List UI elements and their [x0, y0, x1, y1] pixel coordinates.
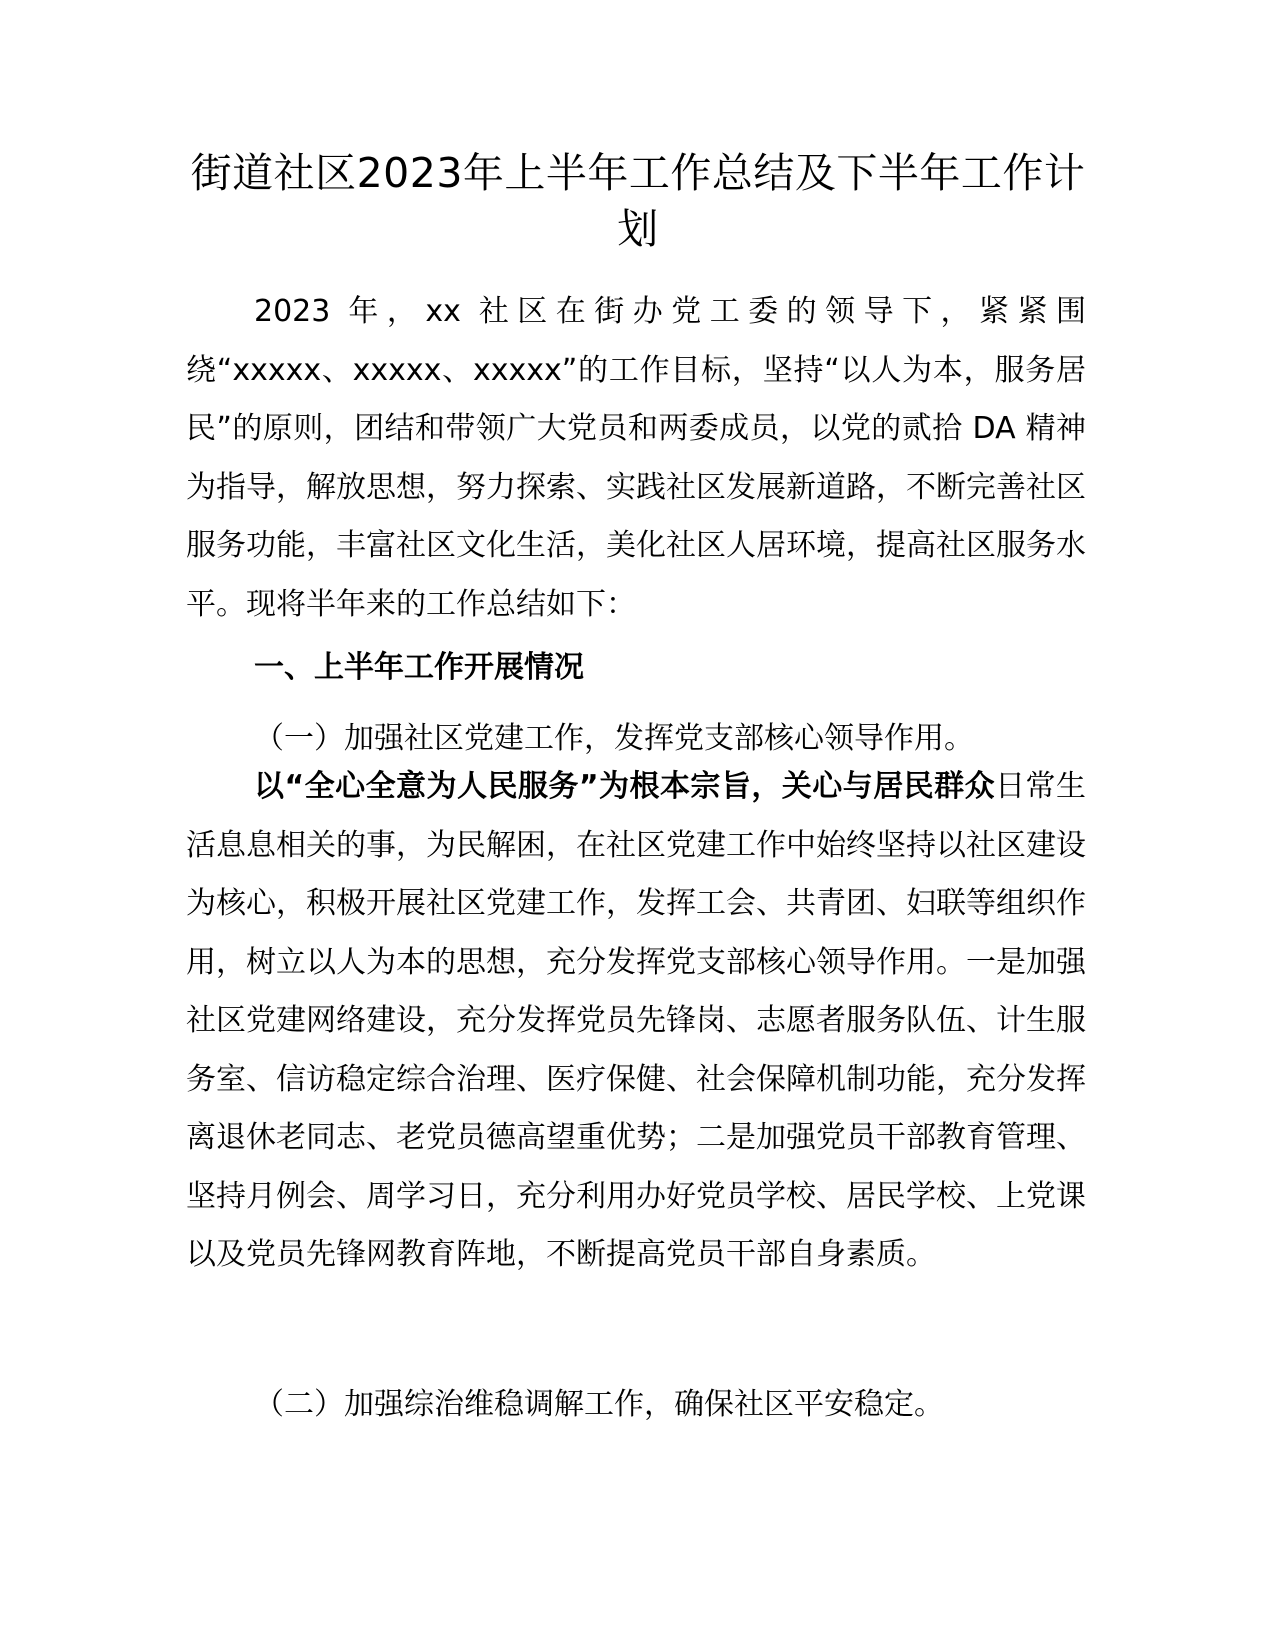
subheading-party-building: （一）加强社区党建工作，发挥党支部核心领导作用。 — [254, 721, 974, 756]
party-building-paragraph — [186, 758, 1086, 1285]
intro-paragraph: 2023 年，xx 社区在街办党工委的领导下，紧紧围绕“xxxxx、xxxxx、xxxxx”的工作目标，坚持“以人为本，服务居民”的原则，团结和带领广大党员和两委成员，以党的贰拾 DA 精神为指导，解放思想，努力探索、实践社区发展新道路，不断完善社区服务功能，丰富社区文化生活，美化社区人居环境，提高社区服务水平。现将半年来的工作总结如下： — [186, 294, 1086, 622]
paragraph-lead-text: 以“全心全意为人民服务”为根本宗旨，关心与居民群众 — [254, 769, 996, 804]
paragraph-body-text: 日常生活息息相关的事，为民解困，在社区党建工作中始终坚持以社区建设为核心，积极开展社区党建工作，发挥工会、共青团、妇联等组织作用，树立以人为本的思想，充分发挥党支部核心领导作用。一是加强社区党建网络建设，充分发挥党员先锋岗、志愿者服务队伍、计生服务室、信访稳定综合治理、医疗保健、社会保障机制功能，充分发挥离退休老同志、老党员德高望重优势；二是加强党员干部教育管理、坚持月例会、周学习日，充分利用办好党员学校、居民学校、上党课以及党员先锋网教育阵地，不断提高党员干部自身素质。 — [186, 769, 1087, 1272]
subheading-stability: （二）加强综治维稳调解工作，确保社区平安稳定。 — [254, 1387, 944, 1422]
document-title: 街道社区2023年上半年工作总结及下半年工作计划 — [190, 149, 1086, 253]
section-heading: 一、上半年工作开展情况 — [254, 650, 584, 685]
